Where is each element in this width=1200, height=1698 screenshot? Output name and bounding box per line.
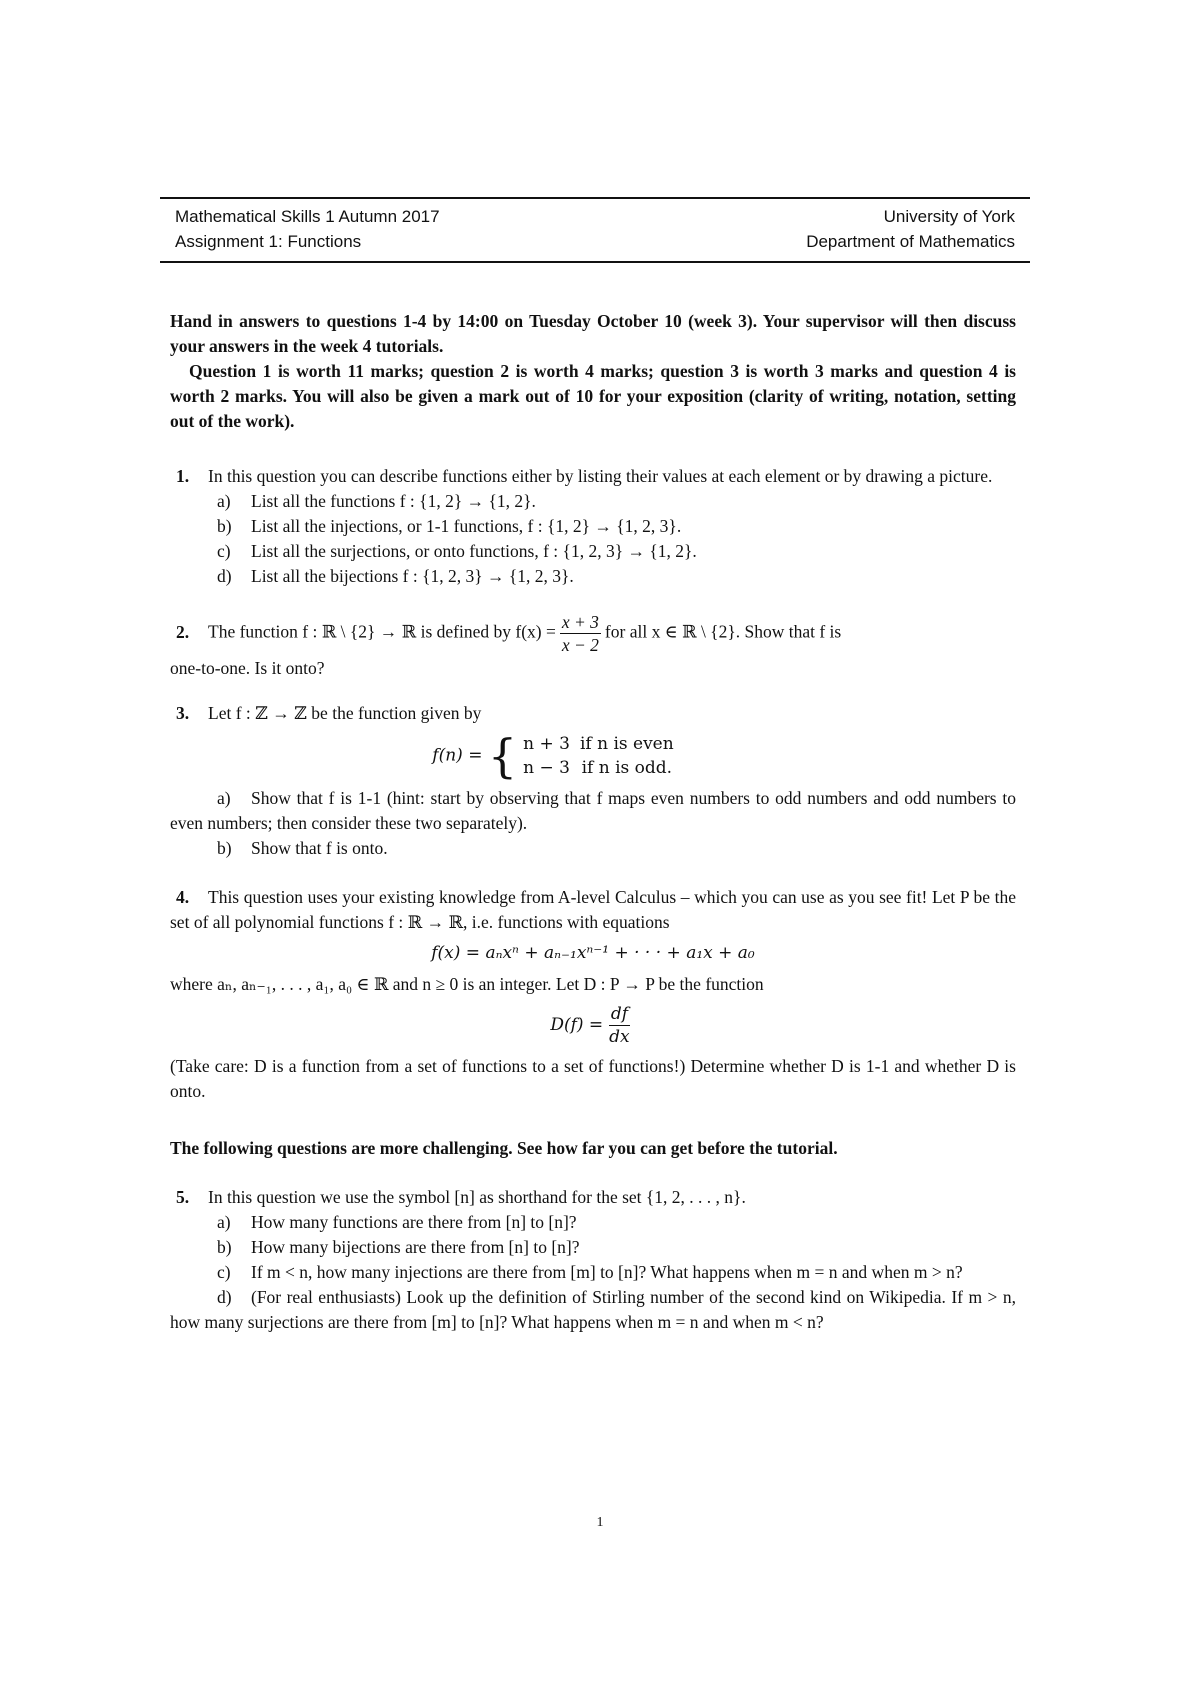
- question-number: 1.: [176, 466, 190, 486]
- q1-item-c: c) List all the surjections, or onto functions, f : {1, 2, 3} → {1, 2}.: [217, 541, 697, 561]
- question-number: 5.: [176, 1187, 190, 1207]
- q5-item-c: c) If m < n, how many injections are there from [m] to [n]? What happens when m = n and when m > n?: [217, 1262, 963, 1282]
- where-clause: where aₙ, aₙ₋₁, . . . , a₁, a₀ ∈ ℝ and n ≥ 0 is an integer. Let D : P → P be the function: [170, 974, 764, 994]
- assignment-body: [170, 309, 1016, 1335]
- marks-breakdown: Question 1 is worth 11 marks; question 2 is worth 4 marks; question 3 is worth 3 marks and question 4 is worth 2 marks. You will also be given a mark out of 10 for your exposition (clarity of writing, notation, setting out of the work).: [170, 361, 1016, 431]
- intro-instructions: [170, 309, 1016, 434]
- assignment-title: Assignment 1: Functions: [175, 232, 362, 251]
- question-text: In this question you can describe functions either by listing their values at each element or by drawing a picture.: [208, 466, 993, 486]
- challenge-heading: The following questions are more challenging. See how far you can get before the tutorial.: [170, 1138, 838, 1158]
- question-4: 4. This question uses your existing knowledge from A-level Calculus – which you can use as you see fit! Let P be the set of all polynomial functions f : ℝ → ℝ, i.e. functions with equations f(x) = aₙxⁿ + aₙ₋₁xⁿ⁻¹ + · · · + a₁x + a₀ where aₙ, aₙ₋₁, . . . , a₁, a₀ ∈ ℝ and n ≥ 0 is an integer. Let D : P → P be the function D(f) = $\frac{df}{dx}$ (Take care: D is a function from a set of functions to a set of functions!) Determine whether D is 1-1 and whether D is onto.: [170, 885, 1016, 1104]
- question-5: 5. In this question we use the symbol [n] as shorthand for the set {1, 2, . . . , n}. a) How many functions are there from [n] to [n]? b) How many bijections are there from [n] to [n]? c) If m < n, how many injections are there from [m] to [n]? What happens when m = n and when m > n? d) (For real enthusiasts) Look up the definition of Stirling number of the second kind on Wikipedia. If m > n, how many surjections are there from [m] to [n]? What happens when m = n and when m < n?: [170, 1185, 1016, 1335]
- q1-item-d: d) List all the bijections f : {1, 2, 3} → {1, 2, 3}.: [217, 566, 574, 586]
- question-1: [170, 464, 1016, 589]
- question-number: 2.: [176, 621, 190, 642]
- q1-item-b: b) List all the injections, or 1-1 functions, f : {1, 2} → {1, 2, 3}.: [217, 516, 682, 536]
- left-brace-icon: {: [487, 729, 518, 783]
- q5-item-a: a) How many functions are there from [n] to [n]?: [217, 1212, 577, 1232]
- question-3: 3. Let f : ℤ → ℤ be the function given by f(n) = { n + 3 if n is even n − 3 if n is odd. a) Show that f is 1-1 (hint: start by observing that f maps even numbers to odd numbers and odd numbers to even numbers; then consider these two separately). b) Show that f is onto.: [170, 701, 1016, 861]
- q5-item-b: b) How many bijections are there from [n] to [n]?: [217, 1237, 580, 1257]
- page-number: 1: [596, 1515, 604, 1530]
- question-2: 2. The function f : ℝ \ {2} → ℝ is defined by f(x) = $\frac{x + 3}{x - 2}$ for all x ∈ ℝ \ {2}. Show that f is one-to-one. Is it onto?: [170, 612, 842, 678]
- take-care-note: (Take care: D is a function from a set of functions to a set of functions!) Determine whether D is 1-1 and whether D is onto.: [170, 1056, 1016, 1101]
- university-name: University of York: [883, 207, 1015, 226]
- piecewise-definition: f(n) = { n + 3 if n is even n − 3 if n is odd.: [432, 729, 674, 783]
- question-number: 3.: [176, 703, 190, 723]
- q3-item-a: a) Show that f is 1-1 (hint: start by observing that f maps even numbers to odd numbers and odd numbers to even numbers; then consider these two separately).: [170, 788, 1016, 833]
- q1-item-a: a) List all the functions f : {1, 2} → {1, 2}.: [217, 491, 536, 511]
- course-title: Mathematical Skills 1 Autumn 2017: [175, 207, 440, 226]
- hand-in-instructions: Hand in answers to questions 1-4 by 14:00 on Tuesday October 10 (week 3). Your supervisor will then discuss your answers in the week 4 tutorials.: [170, 311, 1016, 356]
- q5-item-d: d) (For real enthusiasts) Look up the definition of Stirling number of the second kind on Wikipedia. If m > n, how many surjections are there from [m] to [n]? What happens when m = n and when m < n?: [170, 1287, 1016, 1332]
- polynomial-equation: f(x) = aₙxⁿ + aₙ₋₁xⁿ⁻¹ + · · · + a₁x + a₀: [431, 943, 755, 963]
- question-number: 4.: [176, 887, 190, 907]
- q3-item-b: b) Show that f is onto.: [217, 838, 388, 858]
- department-name: Department of Mathematics: [806, 232, 1015, 251]
- derivative-definition: D(f) = $\frac{df}{dx}$: [550, 1004, 630, 1047]
- header-block: [160, 197, 1030, 263]
- fraction: $\frac{x + 3}{x - 2}$: [561, 612, 599, 655]
